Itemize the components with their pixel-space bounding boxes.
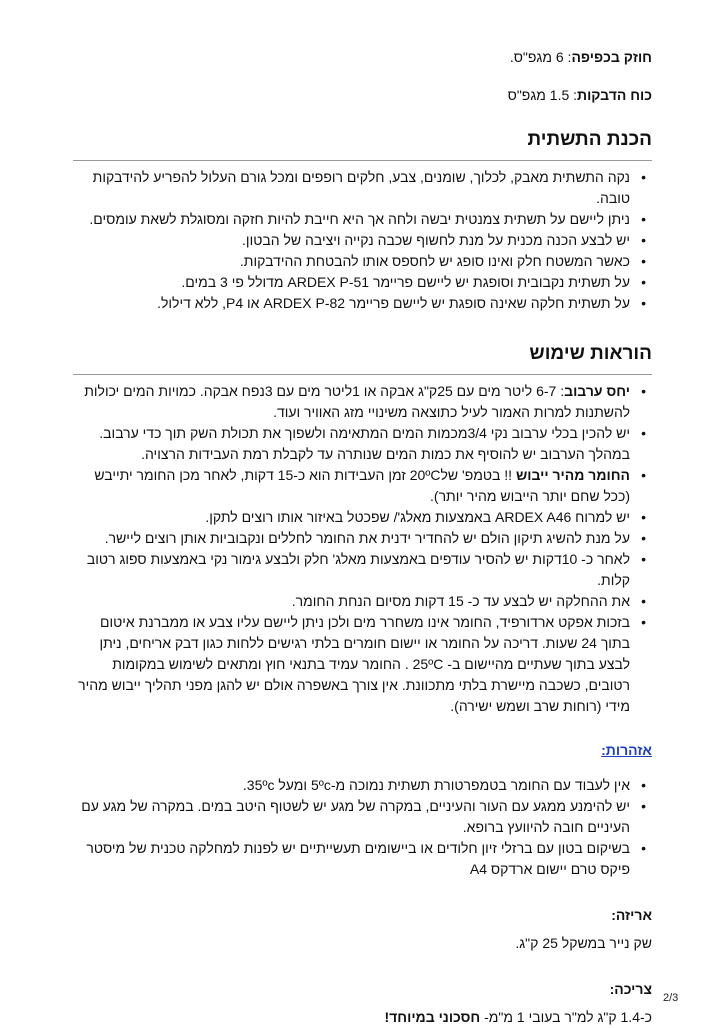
list-item — [73, 612, 630, 717]
list-item-text: בזכות אפקט ארדורפיד, החומר אינו משחרר מים ולכן ניתן ליישם עליו צבע או ממברנת איטום בתוך 24 שעות. דריכה על החומר או יישום חומרים בלתי רגישים ללחות כגון דבק אריחים, ניתן לבצע בתוך שעתיים מהיישום ב- 25ºC . החומר עמיד בתנאי חוץ ומתאים לשימוש במקומות רטובים, כשכבה מיישרת בלתי מתכוונת. אין צורך באשפרה אולם יש להגן מפני תהליך ייבוש מהיר מידי (רוחות שרב ושמש ישירה). — [78, 614, 630, 714]
list-item — [73, 381, 630, 423]
consumption-highlight: חסכוני במיוחד! — [384, 1009, 481, 1025]
spec-value: : 6 מגפ"ס. — [509, 49, 572, 65]
list-item-text: יש למרוח ARDEX A46 באמצעות מאלג'/ שפכטל באיזור אותו רוצים לתקן. — [205, 509, 630, 525]
page-number: 2/3 — [663, 992, 679, 1004]
list-item-bold: החומר מהיר ייבוש — [515, 467, 630, 483]
list-item: • כאשר המשטח חלק ואינו סופג יש לחספס אותו להבטחת ההידבקות. — [73, 251, 630, 272]
list-item-text: יש להכין בכלי ערבוב נקי 3/4מכמות המים המתאימה ולשפוך את תכולת השק תוך כדי ערבוב. במהלך הערבוב יש להוסיף את כמות המים שנותרה עד לקבלת רמת העבידות הרצויה. — [99, 425, 630, 462]
list-item-text: : 6-7 ליטר מים עם 25ק"ג אבקה או 1ליטר מים עם 3נפח אבקה. כמויות המים יכולות להשתנות למרות האמור לעיל כתוצאה משינויי מזג האוויר ועוד. — [84, 383, 630, 420]
spec-flexural-strength — [73, 46, 652, 68]
consumption-value: כ-1.4 ק"ג למ"ר בעובי 1 מ"מ- — [480, 1009, 652, 1025]
warnings-list — [73, 775, 652, 880]
spec-label: כוח הדבקות — [577, 87, 652, 103]
list-item — [73, 423, 630, 465]
spec-value: : 1.5 מגפ"ס — [507, 87, 578, 103]
list-item — [73, 591, 630, 612]
list-item: • על תשתית נקבובית וסופגת יש ליישם פריימר ARDEX P-51 מדולל פי 3 במים. — [73, 272, 630, 293]
list-item-bold: יחס ערבוב — [564, 383, 630, 399]
section-heading-surface-prep: הכנת התשתית — [73, 126, 652, 161]
list-item-text: את ההחלקה יש לבצע עד כ- 15 דקות מסיום הנחת החומר. — [291, 593, 630, 609]
list-item: • נקה התשתית מאבק, לכלוך, שומנים, צבע, חלקים רופפים ומכל גורם העלול להפריע להידבקות טובה. — [73, 167, 630, 209]
list-item — [73, 528, 630, 549]
packaging-heading: אריזה: — [611, 907, 652, 923]
list-item-text: על מנת להשיג תיקון הולם יש להחדיר ידנית את החומר לחללים ונקבוביות אותן רוצים ליישר. — [104, 530, 630, 546]
list-item: • על תשתית חלקה שאינה סופגת יש ליישם פריימר ARDEX P-82 או P4, ללא דילול. — [73, 293, 630, 314]
list-item-text: לאחר כ- 10דקות יש להסיר עודפים באמצעות מאלג' חלק ולבצע גימור נקי באמצעות ספוג רטוב קלות. — [86, 551, 630, 588]
section-heading-usage: הוראות שימוש — [73, 340, 652, 375]
list-item: • אין לעבוד עם החומר בטמפרטורת תשתית נמוכה מ-5ºc ומעל 35ºc. — [73, 775, 630, 796]
usage-list — [73, 381, 652, 717]
list-item — [73, 507, 630, 528]
list-item — [73, 549, 630, 591]
list-item: • יש להימנע ממגע עם העור והעיניים, במקרה של מגע יש לשטוף היטב במים. במקרה של מגע עם העיניים חובה להיוועץ ברופא. — [73, 796, 630, 838]
document-content — [73, 46, 652, 1028]
list-item: • ניתן ליישם על תשתית צמנטית יבשה ולחה אך היא חייבת להיות חזקה ומסוגלת לשאת עומסים. — [73, 209, 630, 230]
spec-adhesion-strength — [73, 84, 652, 106]
list-item — [73, 465, 630, 507]
surface-prep-list — [73, 167, 652, 314]
list-item: • יש לבצע הכנה מכנית על מנת לחשוף שכבה נקייה ויציבה של הבטון. — [73, 230, 630, 251]
warnings-heading: אזהרות: — [601, 742, 652, 758]
packaging-text: שק נייר במשקל 25 ק"ג. — [515, 935, 652, 951]
spec-label: חוזק בכפיפה — [571, 49, 652, 65]
consumption-text — [73, 1006, 652, 1028]
list-item: • בשיקום בטון עם ברזלי זיון חלודים או ביישומים תעשייתיים יש לפנות למחלקה טכנית של מיסטר פיקס טרם יישום ארדקס A4 — [73, 838, 630, 880]
list-item-text: !! בטמפ' של20ºC זמן העבידות הוא כ-15 דקות, לאחר מכן החומר יתייבש (ככל שחם יותר הייבוש מהיר יותר). — [94, 467, 630, 504]
consumption-heading: צריכה: — [609, 981, 652, 997]
